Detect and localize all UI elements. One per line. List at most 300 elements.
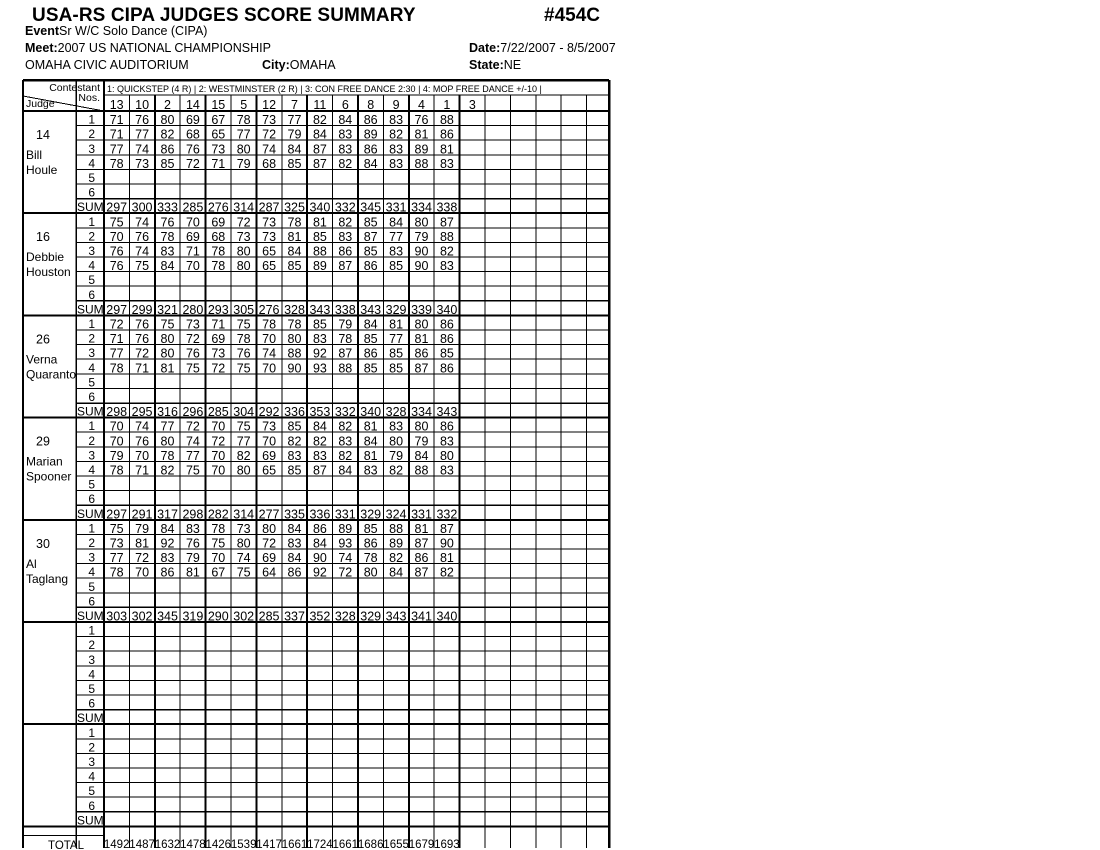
row-number: 3 — [88, 755, 95, 769]
score-cell: 84 — [160, 259, 175, 274]
score-cell: 71 — [109, 332, 124, 347]
sum-cell: 334 — [411, 200, 432, 215]
sum-label: SUM — [77, 711, 104, 726]
score-cell: 92 — [160, 536, 175, 551]
score-cell: 73 — [109, 536, 124, 551]
score-cell: 88 — [287, 346, 302, 361]
sum-cell: 314 — [233, 507, 255, 522]
score-cell: 86 — [160, 142, 175, 157]
total-cell: 1679 — [408, 839, 435, 850]
sum-cell: 287 — [258, 200, 280, 215]
score-cell: 80 — [414, 419, 429, 434]
score-cell: 83 — [338, 127, 353, 142]
score-cell: 65 — [262, 463, 277, 478]
score-cell: 84 — [363, 434, 378, 449]
sum-cell: 343 — [385, 609, 407, 624]
row-number: 5 — [88, 375, 95, 390]
score-cell: 78 — [109, 361, 124, 376]
score-cell: 74 — [135, 142, 150, 157]
score-cell: 73 — [236, 521, 251, 536]
total-cell: 1632 — [154, 839, 181, 850]
sum-cell: 290 — [207, 609, 229, 624]
sum-cell: 345 — [360, 200, 382, 215]
score-cell: 80 — [439, 448, 454, 463]
score-cell: 83 — [389, 113, 404, 128]
score-cell: 70 — [135, 565, 150, 580]
score-cell: 70 — [109, 229, 124, 244]
sum-cell: 302 — [131, 609, 153, 624]
row-number: 5 — [88, 273, 95, 288]
total-cell: 1492 — [103, 839, 130, 850]
score-cell: 72 — [211, 434, 226, 449]
sum-cell: 339 — [411, 302, 432, 317]
score-cell: 82 — [312, 434, 327, 449]
score-cell: 72 — [109, 317, 124, 332]
judge-number: 30 — [36, 536, 50, 551]
sum-label: SUM — [77, 609, 104, 623]
score-cell: 76 — [109, 259, 124, 274]
score-cell: 80 — [414, 317, 429, 332]
corner-judge: Judge — [26, 98, 55, 110]
sum-cell: 298 — [106, 405, 128, 420]
score-cell: 86 — [414, 346, 429, 361]
row-number: 3 — [88, 346, 95, 361]
score-cell: 70 — [262, 332, 277, 347]
total-cell: 1661 — [281, 839, 308, 850]
judge-last-name: Quaranto — [26, 367, 77, 382]
score-cell: 84 — [287, 521, 302, 536]
row-number: 6 — [88, 390, 95, 404]
score-cell: 85 — [160, 156, 175, 171]
sum-label: SUM — [77, 813, 104, 828]
sum-cell: 337 — [284, 609, 305, 624]
contestant-number: 10 — [135, 98, 150, 112]
score-cell: 79 — [185, 551, 200, 566]
sum-cell: 277 — [258, 507, 280, 522]
score-cell: 71 — [185, 244, 200, 259]
sum-cell: 295 — [131, 405, 153, 420]
score-cell: 68 — [262, 156, 277, 171]
score-cell: 69 — [262, 551, 277, 566]
row-number: 5 — [88, 784, 95, 799]
contestant-number: 12 — [262, 98, 277, 112]
score-cell: 73 — [211, 142, 226, 157]
row-number: 1 — [88, 214, 95, 229]
row-number: 2 — [88, 433, 95, 448]
contestant-number: 6 — [341, 98, 349, 112]
score-cell: 87 — [312, 463, 327, 478]
score-cell: 78 — [211, 244, 226, 259]
score-cell: 84 — [312, 536, 327, 551]
score-cell: 84 — [287, 142, 302, 157]
judge-last-name: Taglang — [26, 571, 69, 586]
sum-cell: 338 — [334, 302, 356, 317]
score-cell: 86 — [312, 521, 327, 536]
sum-cell: 345 — [157, 609, 178, 624]
score-cell: 79 — [414, 434, 429, 449]
score-cell: 90 — [414, 259, 429, 274]
row-number: 2 — [88, 638, 95, 653]
score-cell: 76 — [135, 317, 150, 332]
dances-legend: 1: QUICKSTEP (4 R) | 2: WESTMINSTER (2 R) | 3: CON FREE DANCE 2:30 | 4: MOP FREE DANCE +/-10 | — [107, 84, 542, 94]
score-cell: 80 — [160, 434, 175, 449]
score-cell: 84 — [414, 448, 429, 463]
contestant-number: 8 — [367, 98, 375, 112]
corner-nos: Nos. — [78, 92, 100, 104]
score-cell: 74 — [262, 142, 277, 157]
sum-cell: 304 — [233, 405, 255, 420]
sum-cell: 276 — [207, 200, 229, 215]
score-cell: 80 — [262, 521, 277, 536]
row-number: 2 — [88, 331, 95, 346]
score-cell: 89 — [389, 536, 404, 551]
contestant-number: 14 — [185, 98, 200, 112]
judge-first-name: Al — [26, 556, 37, 571]
score-cell: 80 — [236, 259, 251, 274]
score-cell: 70 — [109, 419, 124, 434]
meet-label: Meet: — [25, 41, 58, 55]
score-cell: 77 — [287, 113, 302, 128]
judge-first-name: Verna — [26, 352, 58, 367]
row-number: 4 — [88, 667, 95, 682]
score-cell: 73 — [135, 156, 150, 171]
score-cell: 72 — [262, 536, 277, 551]
row-number: 1 — [88, 112, 95, 127]
sum-cell: 340 — [309, 200, 331, 215]
score-cell: 82 — [312, 113, 327, 128]
score-cell: 80 — [160, 346, 175, 361]
score-cell: 67 — [211, 113, 226, 128]
score-cell: 78 — [236, 332, 251, 347]
contestant-number: 1 — [443, 98, 451, 112]
score-cell: 85 — [363, 361, 378, 376]
total-cell: 1661 — [332, 839, 359, 850]
score-cell: 90 — [414, 244, 429, 259]
score-cell: 78 — [287, 317, 302, 332]
score-cell: 88 — [312, 244, 327, 259]
score-cell: 72 — [338, 565, 353, 580]
score-cell: 84 — [160, 521, 175, 536]
score-cell: 71 — [211, 156, 226, 171]
score-cell: 86 — [363, 346, 378, 361]
score-cell: 74 — [262, 346, 277, 361]
date-label: Date: — [469, 41, 501, 55]
sum-cell: 331 — [385, 200, 407, 215]
score-cell: 87 — [414, 565, 429, 580]
score-cell: 84 — [338, 463, 353, 478]
event-value: Sr W/C Solo Dance (CIPA) — [59, 24, 208, 38]
score-cell: 79 — [236, 156, 251, 171]
city-value: OMAHA — [289, 58, 336, 72]
score-cell: 82 — [439, 244, 454, 259]
score-cell: 74 — [236, 551, 251, 566]
score-cell: 68 — [185, 127, 200, 142]
score-cell: 87 — [338, 346, 353, 361]
contestant-number: 4 — [418, 98, 425, 112]
score-cell: 88 — [439, 229, 454, 244]
row-number: 2 — [88, 127, 95, 142]
sum-cell: 328 — [385, 405, 407, 420]
sum-cell: 292 — [258, 405, 280, 420]
contestant-number: 3 — [468, 98, 476, 112]
score-cell: 76 — [185, 142, 200, 157]
score-cell: 84 — [312, 127, 327, 142]
sum-cell: 297 — [106, 200, 128, 215]
score-cell: 72 — [135, 346, 150, 361]
judge-first-name: Marian — [26, 454, 63, 469]
score-cell: 81 — [439, 142, 454, 157]
contestant-number: 13 — [109, 98, 124, 112]
score-cell: 73 — [236, 229, 251, 244]
score-cell: 87 — [363, 229, 378, 244]
score-cell: 80 — [363, 565, 378, 580]
sum-cell: 285 — [258, 609, 280, 624]
score-cell: 83 — [439, 463, 454, 478]
score-cell: 78 — [160, 448, 175, 463]
score-cell: 83 — [287, 448, 302, 463]
sum-cell: 319 — [182, 609, 204, 624]
score-cell: 86 — [363, 113, 378, 128]
report-title: USA-RS CIPA JUDGES SCORE SUMMARY — [32, 5, 416, 26]
score-cell: 82 — [338, 156, 353, 171]
sum-cell: 336 — [284, 405, 305, 420]
score-cell: 67 — [211, 565, 226, 580]
score-cell: 80 — [160, 332, 175, 347]
row-number: 3 — [88, 550, 95, 565]
row-number: 1 — [88, 419, 95, 434]
score-cell: 73 — [262, 419, 277, 434]
score-cell: 74 — [338, 551, 353, 566]
score-cell: 70 — [211, 551, 226, 566]
score-cell: 79 — [389, 448, 404, 463]
score-cell: 82 — [287, 434, 302, 449]
score-cell: 87 — [414, 361, 429, 376]
score-cell: 86 — [439, 361, 454, 376]
total-cell: 1426 — [205, 839, 232, 850]
score-cell: 83 — [389, 244, 404, 259]
judge-number: 29 — [36, 434, 50, 449]
total-cell: 1539 — [230, 839, 257, 850]
score-cell: 78 — [262, 317, 277, 332]
score-cell: 93 — [312, 361, 327, 376]
score-cell: 83 — [338, 434, 353, 449]
score-cell: 83 — [439, 156, 454, 171]
sum-cell: 343 — [436, 405, 458, 420]
score-cell: 83 — [338, 229, 353, 244]
row-number: 1 — [88, 623, 95, 638]
score-cell: 86 — [439, 127, 454, 142]
score-cell: 81 — [414, 127, 429, 142]
score-cell: 83 — [389, 142, 404, 157]
score-cell: 75 — [109, 215, 124, 230]
score-cell: 80 — [389, 434, 404, 449]
sum-cell: 305 — [233, 302, 255, 317]
score-cell: 75 — [109, 521, 124, 536]
score-cell: 84 — [389, 565, 404, 580]
score-cell: 78 — [338, 332, 353, 347]
score-cell: 88 — [414, 156, 429, 171]
score-cell: 85 — [287, 156, 302, 171]
score-cell: 71 — [135, 463, 150, 478]
score-cell: 75 — [236, 419, 251, 434]
score-cell: 87 — [414, 536, 429, 551]
sum-cell: 280 — [182, 302, 204, 317]
row-number: 5 — [88, 579, 95, 594]
score-cell: 84 — [363, 317, 378, 332]
score-cell: 85 — [287, 419, 302, 434]
sum-cell: 352 — [309, 609, 331, 624]
score-cell: 87 — [439, 521, 454, 536]
row-number: 5 — [88, 682, 95, 696]
score-cell: 77 — [236, 434, 251, 449]
sum-cell: 343 — [360, 302, 382, 317]
judge-last-name: Spooner — [26, 469, 72, 484]
score-cell: 81 — [439, 551, 454, 566]
score-cell: 80 — [414, 215, 429, 230]
judge-last-name: Houston — [26, 265, 71, 280]
score-cell: 70 — [211, 448, 226, 463]
row-number: 6 — [88, 492, 95, 507]
sum-cell: 341 — [411, 609, 432, 624]
score-cell: 83 — [439, 259, 454, 274]
score-cell: 83 — [363, 463, 378, 478]
sum-label: SUM — [77, 506, 104, 521]
contestant-number: 7 — [291, 98, 298, 112]
sum-cell: 276 — [258, 302, 280, 317]
sum-cell: 324 — [385, 507, 407, 522]
score-cell: 84 — [287, 244, 302, 259]
score-cell: 79 — [135, 521, 150, 536]
score-cell: 78 — [211, 521, 226, 536]
venue: OMAHA CIVIC AUDITORIUM — [25, 58, 189, 72]
score-cell: 80 — [236, 244, 251, 259]
row-number: 3 — [88, 652, 95, 667]
sum-cell: 282 — [207, 507, 229, 522]
score-cell: 85 — [287, 259, 302, 274]
score-cell: 83 — [287, 536, 302, 551]
score-cell: 69 — [211, 332, 226, 347]
score-cell: 90 — [287, 361, 302, 376]
score-cell: 78 — [109, 463, 124, 478]
score-cell: 86 — [439, 332, 454, 347]
sum-cell: 297 — [106, 507, 128, 522]
sum-cell: 329 — [360, 609, 382, 624]
sum-cell: 314 — [233, 200, 255, 215]
row-number: 5 — [88, 171, 95, 185]
score-cell: 73 — [211, 346, 226, 361]
score-cell: 69 — [262, 448, 277, 463]
score-cell: 71 — [135, 361, 150, 376]
score-cell: 81 — [135, 536, 150, 551]
score-cell: 85 — [312, 229, 327, 244]
form-number: #454C — [544, 5, 600, 26]
row-number: 3 — [88, 141, 95, 156]
score-cell: 76 — [414, 113, 429, 128]
corner-contestant: Contestant — [49, 82, 100, 94]
meet-value: 2007 US NATIONAL CHAMPIONSHIP — [57, 41, 271, 55]
sum-cell: 300 — [131, 200, 153, 215]
sum-cell: 298 — [182, 507, 204, 522]
date-value: 7/22/2007 - 8/5/2007 — [500, 41, 616, 55]
row-number: 4 — [88, 258, 95, 273]
score-cell: 72 — [262, 127, 277, 142]
score-cell: 87 — [338, 259, 353, 274]
total-label: TOTAL — [48, 840, 84, 850]
score-cell: 73 — [262, 113, 277, 128]
state-label: State: — [469, 58, 504, 72]
score-cell: 86 — [414, 551, 429, 566]
score-cell: 71 — [109, 127, 124, 142]
score-cell: 81 — [160, 361, 175, 376]
score-cell: 85 — [287, 463, 302, 478]
score-cell: 78 — [160, 229, 175, 244]
score-cell: 75 — [160, 317, 175, 332]
score-cell: 80 — [287, 332, 302, 347]
score-cell: 81 — [414, 332, 429, 347]
score-cell: 78 — [109, 565, 124, 580]
score-cell: 70 — [135, 448, 150, 463]
sum-cell: 331 — [334, 507, 356, 522]
sum-cell: 296 — [182, 405, 204, 420]
score-cell: 70 — [262, 434, 277, 449]
score-cell: 86 — [363, 259, 378, 274]
score-cell: 85 — [389, 259, 404, 274]
row-number: 4 — [88, 156, 95, 171]
score-cell: 75 — [236, 361, 251, 376]
score-cell: 86 — [363, 536, 378, 551]
row-number: 5 — [88, 477, 95, 492]
score-cell: 81 — [414, 521, 429, 536]
score-cell: 70 — [185, 259, 200, 274]
score-cell: 72 — [135, 551, 150, 566]
row-number: 4 — [88, 565, 95, 580]
score-cell: 76 — [109, 244, 124, 259]
score-cell: 85 — [312, 317, 327, 332]
state-value: NE — [503, 58, 522, 72]
score-cell: 82 — [160, 127, 175, 142]
sum-cell: 328 — [284, 302, 305, 317]
sum-cell: 303 — [106, 609, 128, 624]
row-number: 2 — [88, 536, 95, 550]
score-cell: 86 — [287, 565, 302, 580]
score-cell: 74 — [135, 419, 150, 434]
score-cell: 81 — [363, 419, 378, 434]
sum-cell: 317 — [157, 507, 178, 522]
row-number: 3 — [88, 448, 95, 463]
score-cell: 77 — [109, 142, 124, 157]
score-cell: 76 — [160, 215, 175, 230]
row-number: 6 — [88, 696, 95, 711]
score-cell: 82 — [338, 215, 353, 230]
sum-cell: 334 — [411, 405, 432, 420]
score-cell: 84 — [312, 419, 327, 434]
score-cell: 88 — [439, 113, 454, 128]
score-cell: 92 — [312, 346, 327, 361]
sum-cell: 333 — [157, 200, 178, 215]
contestant-number: 5 — [240, 98, 248, 112]
score-cell: 81 — [312, 215, 327, 230]
row-number: 6 — [88, 594, 95, 609]
row-number: 1 — [88, 521, 95, 536]
sum-label: SUM — [77, 302, 104, 317]
score-cell: 86 — [439, 317, 454, 332]
score-cell: 82 — [338, 419, 353, 434]
score-cell: 78 — [211, 259, 226, 274]
score-cell: 77 — [109, 551, 124, 566]
score-cell: 77 — [135, 127, 150, 142]
score-cell: 73 — [262, 215, 277, 230]
sum-cell: 329 — [360, 507, 382, 522]
